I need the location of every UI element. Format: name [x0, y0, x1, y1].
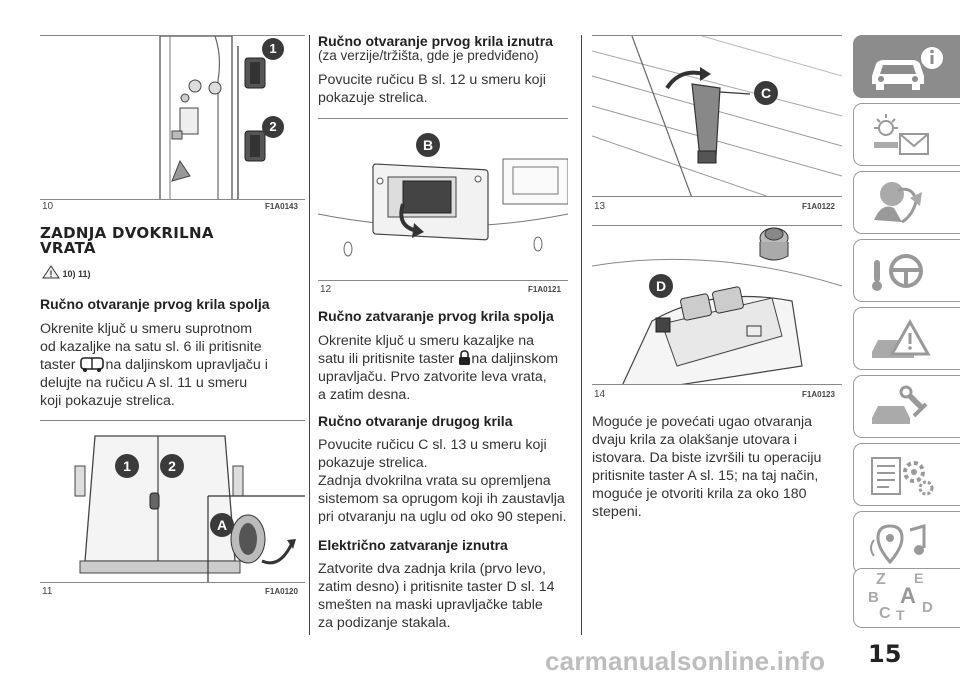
warning-triangle-icon	[42, 265, 60, 279]
marker-d: D	[649, 274, 673, 298]
index-letter: Z	[876, 571, 886, 588]
index-letter: C	[879, 605, 891, 622]
marker-c: C	[754, 81, 778, 105]
figure-11	[40, 420, 305, 583]
index-letter: T	[896, 607, 905, 623]
paragraph-open-second: Povucite ručicu C sl. 13 u smeru koji pokazuje strelica. Zadnja dvokrilna vrata su opremljena sistemom sa oprugom koji ih zaustavlja pri otvaranju na uglu od oko 90 stepeni.	[318, 437, 567, 525]
svg-text:!: !	[49, 269, 53, 279]
figure-12	[318, 118, 568, 281]
marker-2: 2	[160, 454, 184, 478]
lights-envelope-icon	[854, 104, 960, 167]
figure-11-number: 11	[42, 586, 53, 597]
warning-ref: ! 10) 11)	[42, 265, 91, 279]
tab-maintenance[interactable]	[853, 375, 960, 438]
paragraph-opening-angle: Moguće je povećati ugao otvaranja dvaju krila za olakšanje utovara i istovara. Da biste izvršili tu operaciju pritisnite taster A sl. 15; na taj način, moguće je otvoriti krila za oko 180 stepeni.	[592, 414, 822, 520]
second-door-handle-illustration	[592, 36, 842, 197]
tab-index[interactable]	[853, 568, 960, 628]
inner-handle-illustration	[318, 119, 568, 281]
paragraph-open-outside: Okrenite ključ u smeru suprotnom od kazaljke na satu sl. 6 ili pritisnite taster na daljinskom upravljaču i delujte na ručicu A sl. 11 u smeru koji pokazuje strelica.	[40, 321, 268, 409]
paragraph-open-inside: Povucite ručicu B sl. 12 u smeru koji pokazuje strelica.	[318, 72, 546, 106]
figure-13	[592, 35, 842, 197]
seat-airbag-icon	[854, 172, 960, 235]
warning-triangle-icon	[854, 308, 960, 371]
page-number: 15	[868, 640, 902, 668]
tab-emergency[interactable]	[853, 307, 960, 370]
figure-11-code: F1A0120	[265, 587, 298, 596]
figure-13-number: 13	[594, 201, 606, 212]
tab-safety[interactable]	[853, 171, 960, 234]
rear-door-key-icon	[79, 356, 105, 372]
figure-10-number: 10	[42, 201, 54, 212]
steering-wheel-icon	[854, 240, 960, 303]
tab-lights-messages[interactable]	[853, 103, 960, 166]
index-letter: A	[900, 583, 916, 608]
subheading-open-outside: Ručno otvaranje prvog krila spolja	[40, 296, 270, 312]
nav-music-icon	[854, 512, 960, 575]
index-letter: B	[868, 589, 879, 606]
tab-technical-data[interactable]	[853, 443, 960, 506]
figure-10-code: F1A0143	[265, 202, 298, 211]
lock-icon	[458, 350, 471, 366]
paragraph-close-outside: Okrenite ključ u smeru kazaljke na satu ili pritisnite taster na daljinskom upravljaču. Prvo zatvorite leva vrata, a zatim desna.	[318, 333, 559, 403]
marker-1: 1	[262, 38, 284, 60]
index-letter: D	[922, 599, 933, 616]
subheading-electric-close: Električno zatvaranje iznutra	[318, 537, 508, 553]
marker-a: A	[210, 513, 234, 537]
tab-car-info[interactable]	[853, 35, 960, 98]
marker-1: 1	[115, 454, 139, 478]
car-tools-icon	[854, 376, 960, 439]
figure-14-code: F1A0123	[802, 390, 835, 399]
tab-starting-driving[interactable]	[853, 239, 960, 302]
tab-multimedia[interactable]	[853, 511, 960, 574]
car-info-icon	[854, 36, 960, 99]
paragraph-electric-close: Zatvorite dva zadnja krila (prvo levo, zatim desno) i pritisnite taster D sl. 14 smešten na maski upravljačke table za podizanje stakala.	[318, 561, 555, 631]
section-heading: ZADNJA DVOKRILNA VRATA	[40, 224, 214, 257]
subheading-open-inside: Ručno otvaranje prvog krila iznutra	[318, 33, 553, 49]
gear-checklist-icon	[854, 444, 960, 507]
marker-b: B	[416, 133, 440, 157]
figure-12-number: 12	[320, 284, 332, 295]
van-rear-doors-illustration	[40, 421, 305, 583]
window-control-panel-illustration	[592, 226, 842, 385]
subheading-open-second: Ručno otvaranje drugog krila	[318, 413, 513, 429]
figure-12-code: F1A0121	[528, 285, 561, 294]
open-inside-note: (za verzije/tržišta, gde je predviđeno)	[318, 48, 539, 63]
figure-10	[40, 35, 305, 200]
marker-2: 2	[262, 116, 284, 138]
watermark: carmanualsonline.info	[545, 646, 826, 676]
figure-14-number: 14	[594, 389, 606, 400]
subheading-close-outside: Ručno zatvaranje prvog krila spolja	[318, 308, 554, 324]
figure-13-code: F1A0122	[802, 202, 835, 211]
column-separator-1	[309, 35, 310, 635]
figure-14	[592, 225, 842, 385]
column-separator-2	[581, 35, 582, 635]
index-letter: E	[914, 570, 924, 586]
